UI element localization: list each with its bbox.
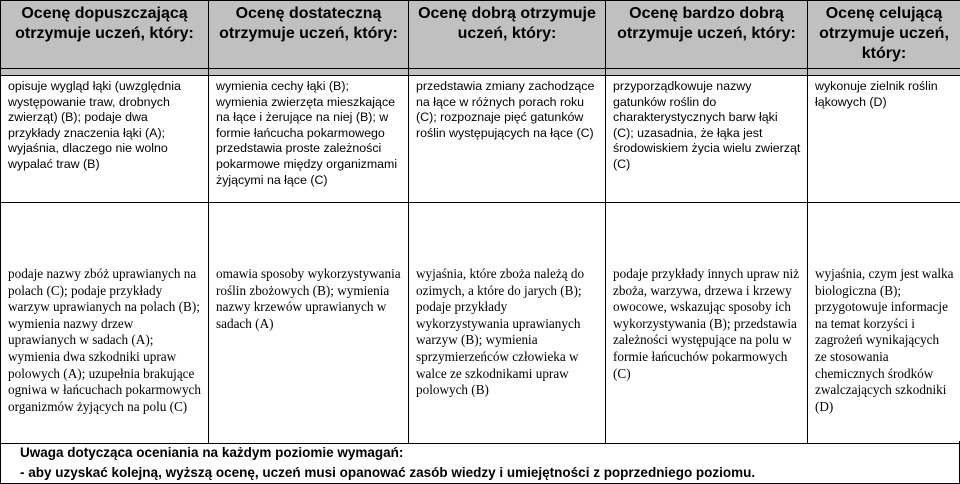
cell-text: wyjaśnia, czym jest walka biologiczna (B); przygotowuje informacje na temat korzyści i zagrożeń wynikających ze stosowania chemicznych środków zwalczających szkodniki (D) <box>815 266 954 414</box>
table-cell <box>209 76 409 203</box>
cell-text: wymienia cechy łąki (B); wymienia zwierzęta mieszkające na łące i żerujące na niej (B); w formie łańcucha pokarmowego przedstawia proste zależności pokarmowe między organizmami żyjącymi na łące (C) <box>216 79 398 187</box>
header-label: Ocenę dostateczną otrzymuje uczeń, który: <box>219 5 398 42</box>
table-cell <box>808 203 960 444</box>
cell-text: przyporządkowuje nazwy gatunków roślin do charakterystycznych barw łąki (C); uzasadnia, że łąka jest środowiskiem życia wielu zwierząt (C) <box>613 79 801 171</box>
header-dostateczna <box>209 1 409 69</box>
separator-cell <box>808 69 960 76</box>
table-row <box>1 203 960 444</box>
header-separator <box>1 69 960 76</box>
cell-text: wykonuje zielnik roślin łąkowych (D) <box>815 79 938 109</box>
cell-text: przedstawia zmiany zachodzące na łące w różnych porach roku (C); rozpoznaje pięć gatunków roślin występujących na łące (C) <box>416 79 595 140</box>
header-row <box>1 1 960 69</box>
separator-cell <box>209 69 409 76</box>
table-cell <box>808 76 960 203</box>
note-title: Uwaga dotycząca oceniania na każdym poziomie wymagań: <box>20 445 404 460</box>
header-label: Ocenę dobrą otrzymuje uczeń, który: <box>418 5 596 42</box>
cell-text: podaje przykłady innych upraw niż zboża, warzywa, drzewa i krzewy owocowe, wskazując sposoby ich wykorzystywania (B); przedstawia zależności występujące na polu w formie łańcuchów pokarmowych (C) <box>613 266 800 381</box>
table-cell <box>606 76 808 203</box>
table-cell <box>409 203 606 444</box>
cell-text: podaje nazwy zbóż uprawianych na polach (C); podaje przykłady warzyw uprawianych na polach (B); wymienia nazwy drzew uprawianych w sadach (A); wymienia dwa szkodniki upraw polowych (A); uzupełnia brakujące ogniwa w łańcuchach pokarmowych organizmów żyjących na polu (C) <box>8 266 201 414</box>
header-dobra <box>409 1 606 69</box>
header-label: Ocenę dopuszczającą otrzymuje uczeń, który: <box>15 5 194 42</box>
separator-cell <box>606 69 808 76</box>
cell-text: wyjaśnia, które zboża należą do ozimych, a które do jarych (B); podaje przykłady wykorzystywania uprawianych warzyw (B); wymienia sprzymierzeńców człowieka w walce ze szkodnikami upraw polowych (B) <box>416 266 585 398</box>
header-dopuszczajaca <box>1 1 209 69</box>
table-cell <box>209 203 409 444</box>
header-label: Ocenę celującą otrzymuje uczeń, który: <box>819 5 949 62</box>
note-body: - aby uzyskać kolejną, wyższą ocenę, uczeń musi opanować zasób wiedzy i umiejętności z poprzedniego poziomu. <box>20 465 756 480</box>
separator-cell <box>409 69 606 76</box>
header-label: Ocenę bardzo dobrą otrzymuje uczeń, który: <box>617 5 796 42</box>
header-celujaca <box>808 1 960 69</box>
table-cell <box>606 203 808 444</box>
table-cell <box>1 203 209 444</box>
table-row <box>1 76 960 203</box>
cell-text: opisuje wygląd łąki (uwzględnia występowanie traw, drobnych zwierząt) (B); podaje dwa przykłady znaczenia łąki (A); wyjaśnia, dlaczego nie wolno wypalać traw (B) <box>8 79 181 171</box>
table-cell <box>409 76 606 203</box>
separator-cell <box>1 69 209 76</box>
header-bardzo-dobra <box>606 1 808 69</box>
table-cell <box>1 76 209 203</box>
cell-text: omawia sposoby wykorzystywania roślin zbożowych (B); wymienia nazwy krzewów uprawianych w sadach (A) <box>216 266 401 331</box>
